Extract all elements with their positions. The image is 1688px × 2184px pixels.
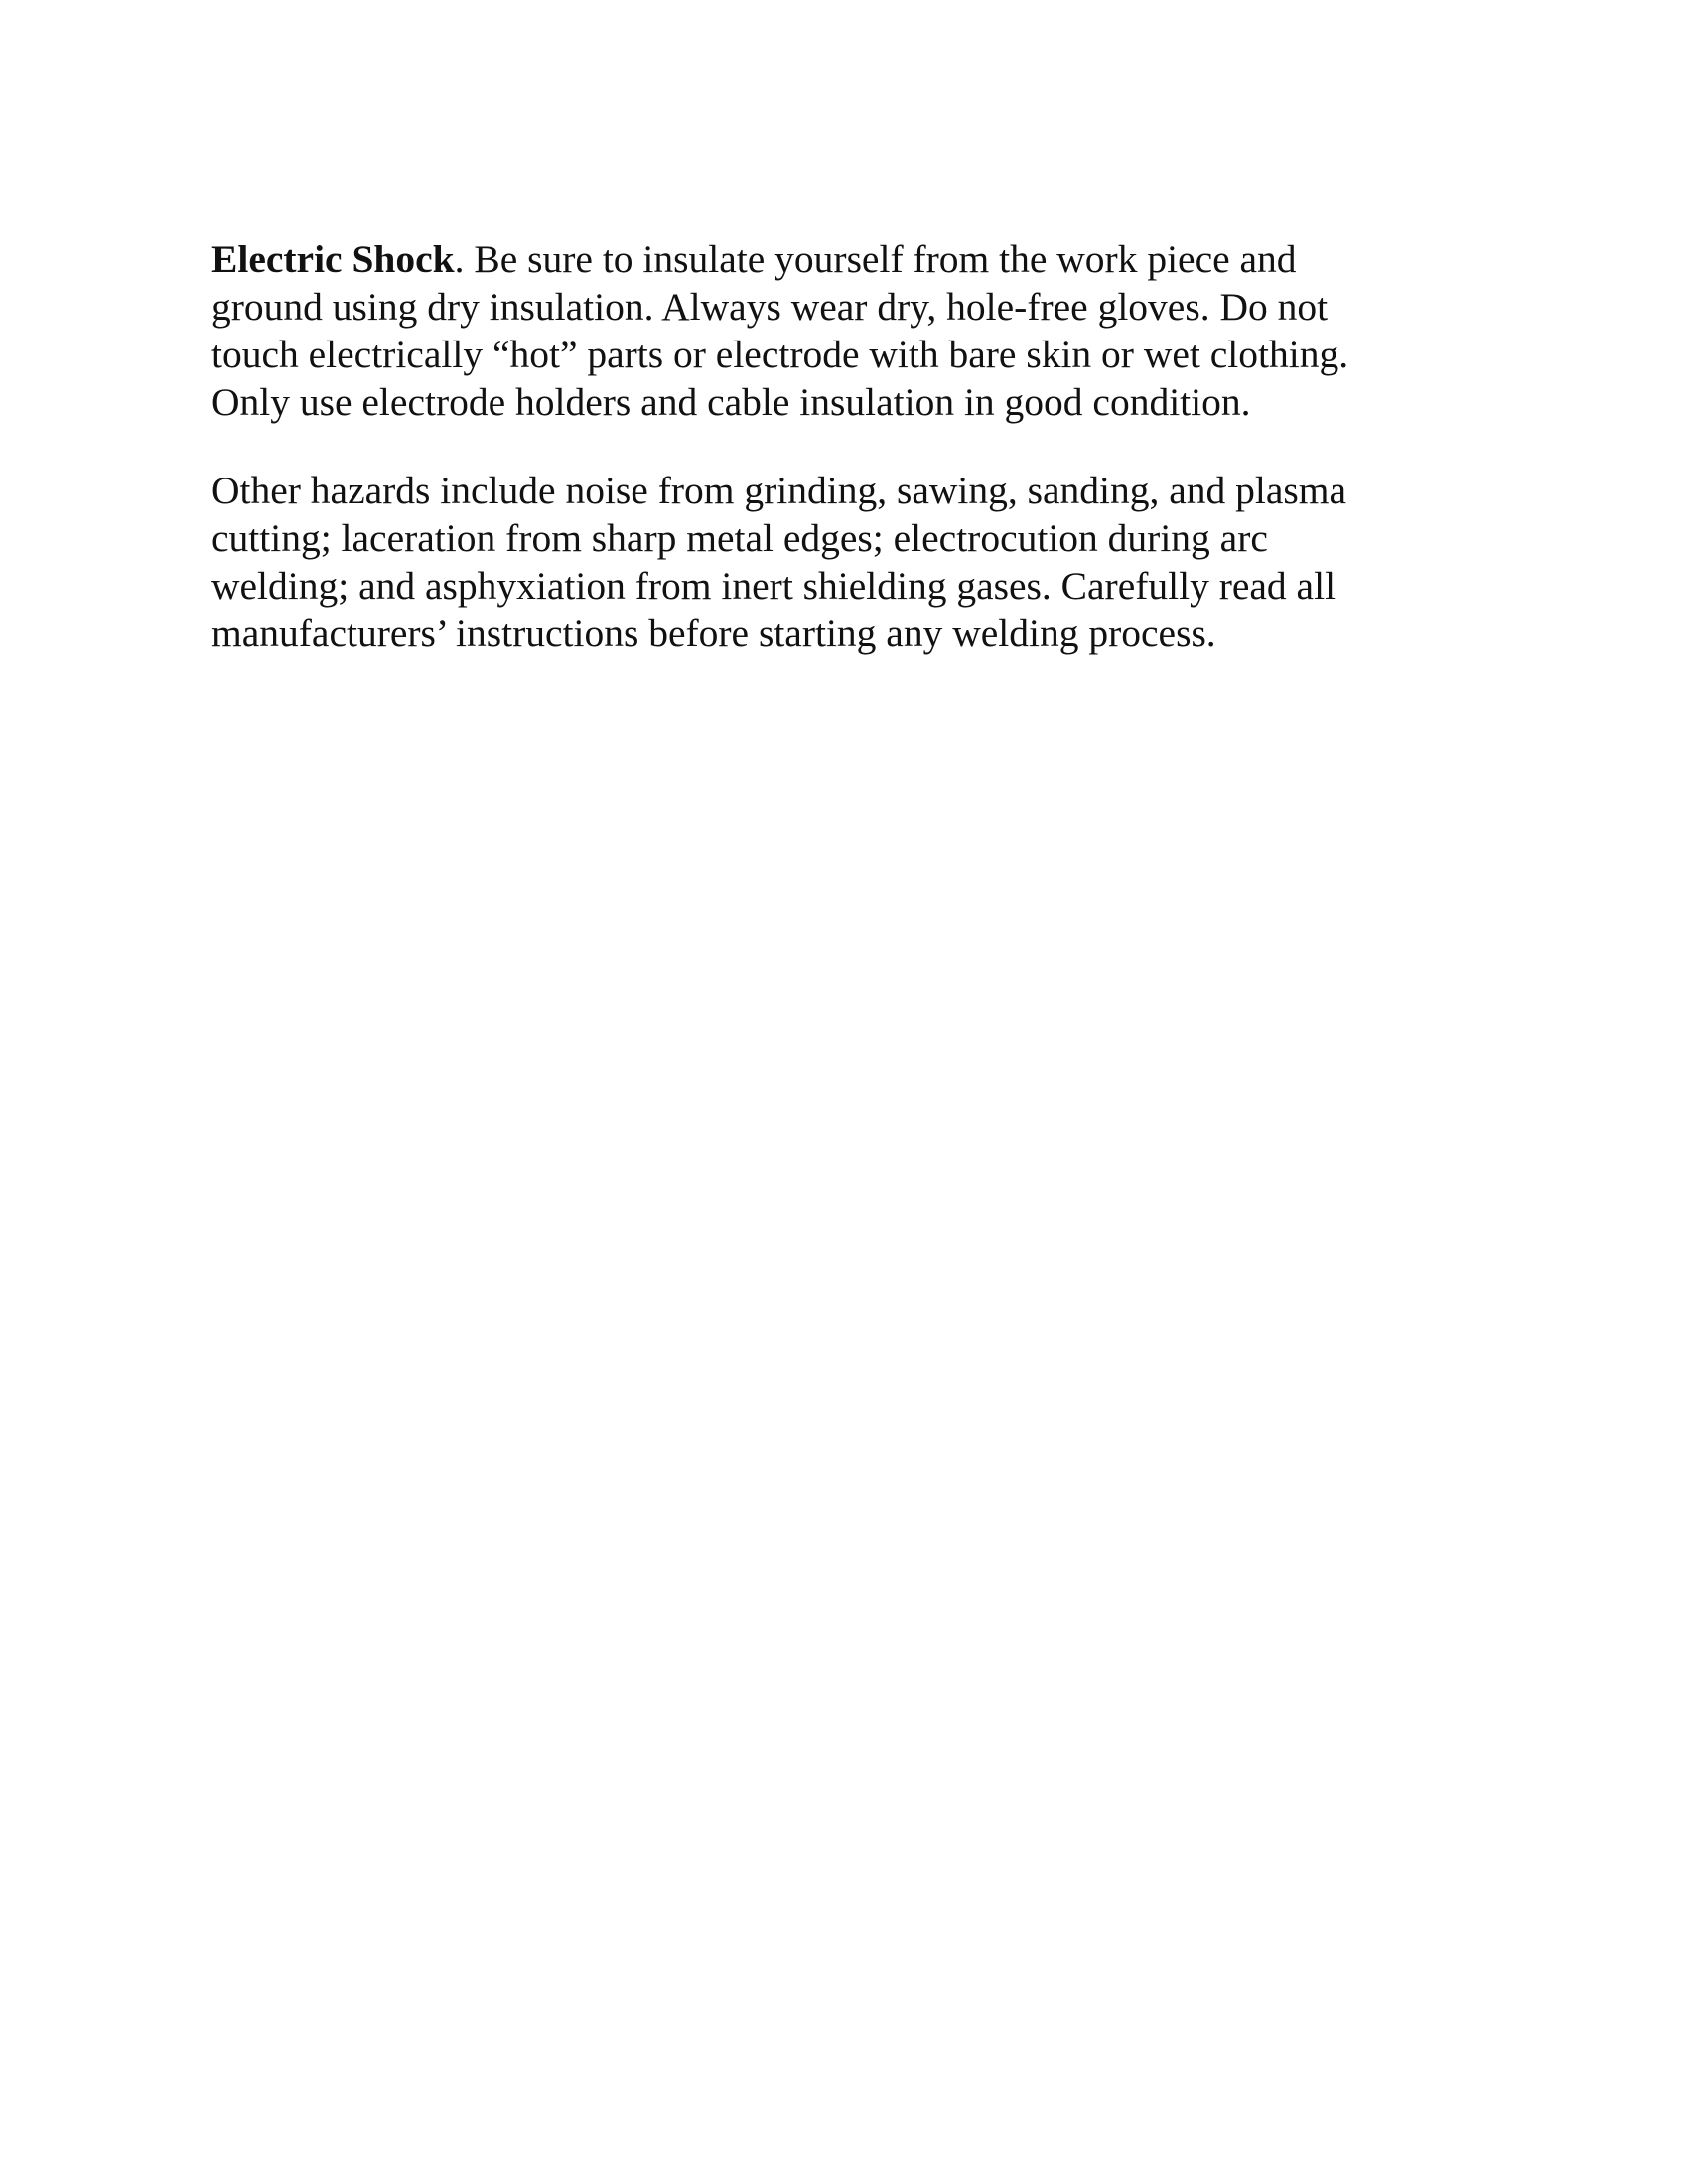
paragraph-line: touch electrically “hot” parts or electrode with bare skin or wet clothing. <box>211 333 1349 376</box>
paragraph-line: Only use electrode holders and cable insulation in good condition. <box>211 380 1251 424</box>
paragraph-line-text: . Be sure to insulate yourself from the work piece and <box>454 237 1297 281</box>
document-body <box>211 235 1473 657</box>
electric-shock-heading: Electric Shock <box>211 237 455 281</box>
paragraph-line <box>211 235 1473 283</box>
paragraph-line: welding; and asphyxiation from inert shielding gases. Carefully read all <box>211 564 1336 608</box>
electric-shock-paragraph <box>211 235 1473 426</box>
other-hazards-paragraph <box>211 467 1473 657</box>
paragraph-line: ground using dry insulation. Always wear dry, hole-free gloves. Do not <box>211 285 1329 329</box>
paragraph-line: Other hazards include noise from grinding, sawing, sanding, and plasma <box>211 469 1347 512</box>
paragraph-line: cutting; laceration from sharp metal edges; electrocution during arc <box>211 516 1268 560</box>
paragraph-line: manufacturers’ instructions before starting any welding process. <box>211 612 1216 655</box>
